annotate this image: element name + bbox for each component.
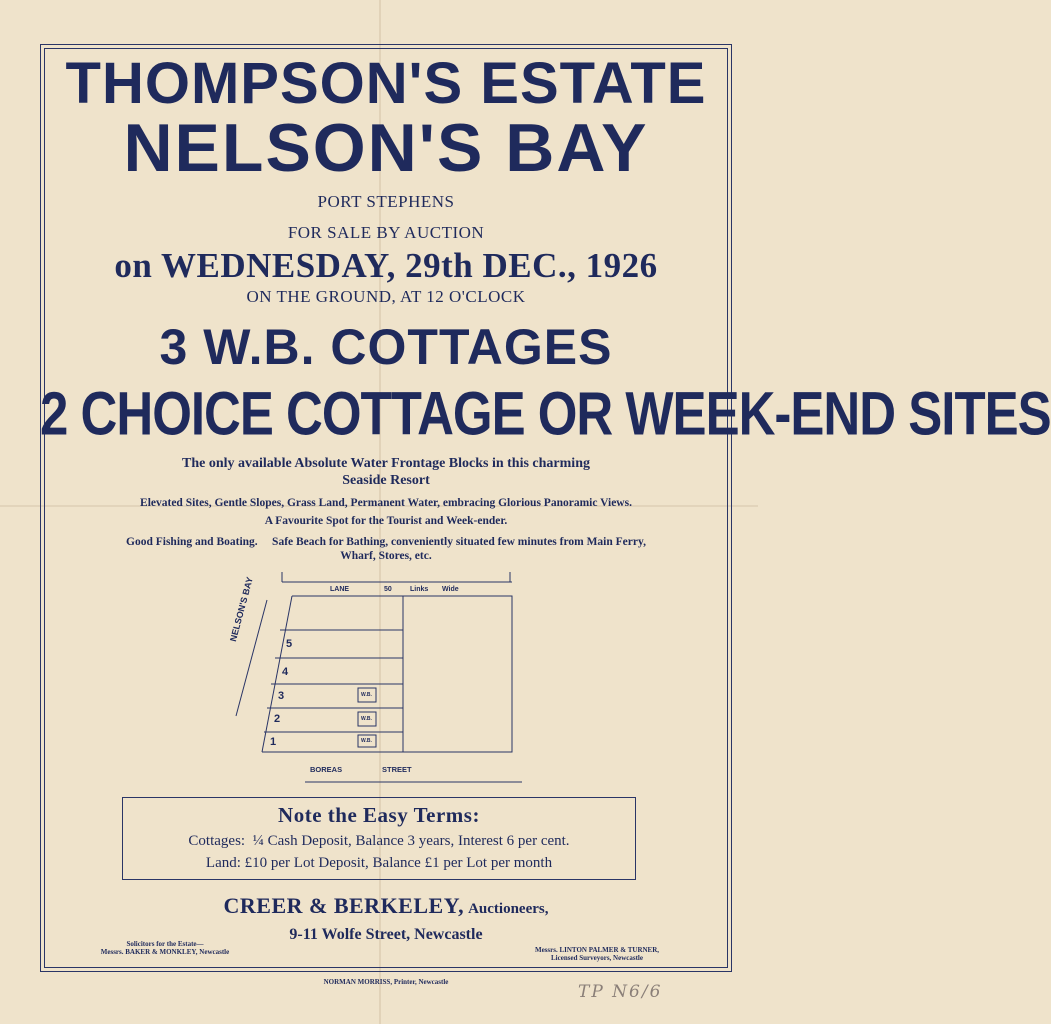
handwritten-reference: TP N6/6: [578, 982, 663, 1002]
lane-width: 50: [384, 586, 392, 593]
auctioneer-role: Auctioneers,: [468, 901, 549, 917]
block-outline: [262, 596, 512, 752]
lane-unit: Links: [410, 586, 429, 593]
lane-label: LANE: [330, 586, 350, 593]
terms-land: Land: £10 per Lot Deposit, Balance £1 per Lot per month: [205, 855, 553, 871]
solicitors-line2: Messrs. BAKER & MONKLEY, Newcastle: [100, 948, 230, 956]
solicitors-note: [80, 940, 250, 956]
terms-box: [122, 797, 636, 880]
location-subtitle: PORT STEPHENS: [317, 192, 455, 211]
lot-number-4: 4: [282, 666, 289, 678]
terms-cottages: Cottages: ¼ Cash Deposit, Balance 3 years, Interest 6 per cent.: [188, 833, 570, 849]
description-amenities-line2: Wharf, Stores, etc.: [340, 550, 432, 562]
auctioneer-line: [40, 893, 732, 919]
lot-number-5: 5: [286, 638, 293, 650]
bay-label: NELSON'S BAY: [228, 575, 255, 643]
description-main-line1: The only available Absolute Water Frontage Blocks in this charming: [182, 456, 590, 471]
cottages-headline: 3 W.B. COTTAGES: [159, 319, 613, 375]
surveyors-line2: Licensed Surveyors, Newcastle: [551, 954, 643, 962]
surveyors-note: [512, 946, 682, 962]
street-label-boreas: BOREAS: [310, 765, 343, 774]
sites-headline: 2 CHOICE COTTAGE OR WEEK-END SITES: [40, 379, 1051, 448]
street-label-street: STREET: [382, 765, 412, 774]
surveyors-line1: Messrs. LINTON PALMER & TURNER,: [534, 946, 660, 954]
solicitors-line1: Solicitors for the Estate—: [126, 940, 204, 948]
lot-number-2: 2: [274, 713, 281, 725]
description-features: Elevated Sites, Gentle Slopes, Grass Land, Permanent Water, embracing Glorious Panoramic Views.: [140, 497, 632, 509]
auction-time: ON THE GROUND, AT 12 O'CLOCK: [246, 287, 526, 306]
wb-label-1: W.B.: [361, 738, 372, 744]
auctioneer-address: 9-11 Wolfe Street, Newcastle: [289, 926, 483, 943]
sale-type: FOR SALE BY AUCTION: [287, 223, 485, 242]
description-amenities-line1: Good Fishing and Boating. Safe Beach for Bathing, conveniently situated few minutes from Main Ferry,: [126, 536, 646, 548]
bay-title: NELSON'S BAY: [123, 110, 649, 186]
lot-number-1: 1: [270, 736, 277, 748]
terms-title: Note the Easy Terms:: [278, 803, 480, 827]
wb-label-2: W.B.: [361, 716, 372, 722]
estate-title: THOMPSON'S ESTATE: [65, 51, 707, 116]
printer-credit: NORMAN MORRISS, Printer, Newcastle: [323, 978, 449, 986]
description-main-line2: Seaside Resort: [342, 473, 430, 488]
wb-label-3: W.B.: [361, 692, 372, 698]
lane-wide: Wide: [442, 586, 459, 593]
auction-date: on WEDNESDAY, 29th DEC., 1926: [114, 246, 658, 285]
auctioneer-name: CREER & BERKELEY,: [223, 893, 465, 918]
lot-number-3: 3: [278, 690, 285, 702]
description-tourist: A Favourite Spot for the Tourist and Week-ender.: [264, 515, 508, 527]
